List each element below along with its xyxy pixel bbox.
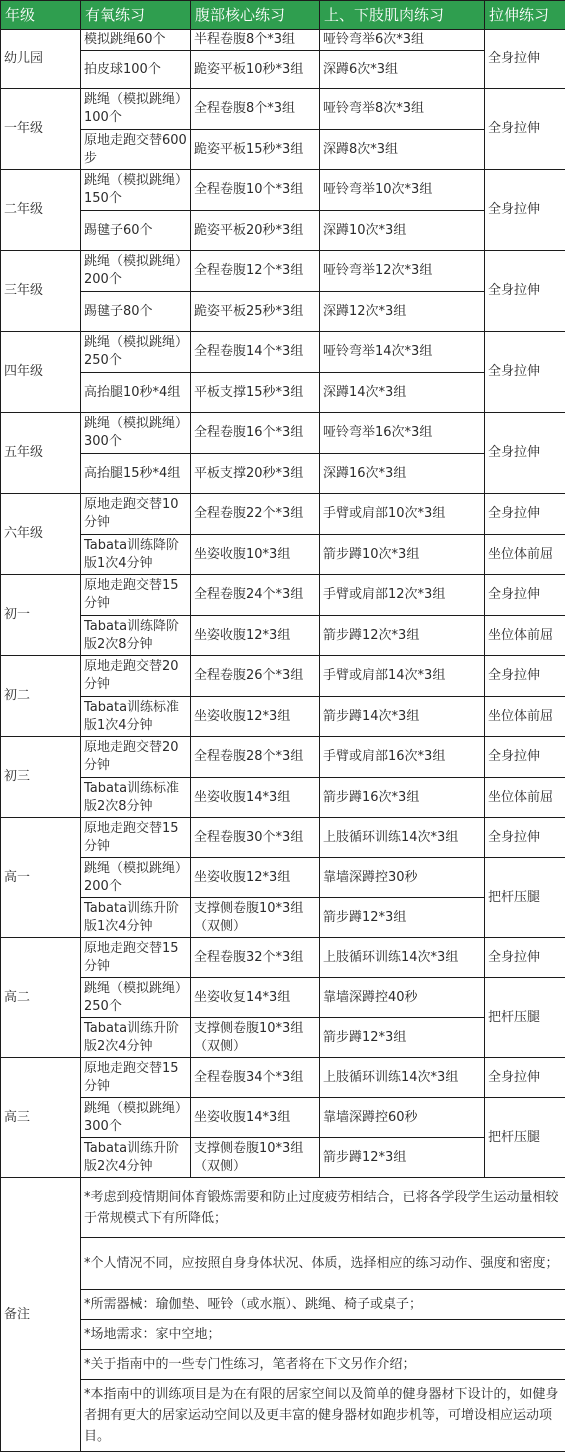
core-cell: 平板支撑15秒*3组	[191, 373, 320, 413]
aerobic-cell: 原地走跑交替600步	[81, 130, 191, 170]
stretch-cell: 把杆压腿	[485, 858, 565, 938]
limb-cell: 深蹲6次*3组	[320, 51, 485, 89]
table-row	[1, 251, 565, 292]
note-text: *场地需求：家中空地；	[81, 1320, 565, 1350]
aerobic-cell: 高抬腿10秒*4组	[81, 373, 191, 413]
limb-cell: 哑铃弯举14次*3组	[320, 332, 485, 373]
core-cell: 平板支撑20秒*3组	[191, 454, 320, 494]
note-row	[1, 1380, 565, 1452]
table-row	[1, 292, 565, 332]
note-text: *所需器械：瑜伽垫、哑铃（或水瓶）、跳绳、椅子或桌子；	[81, 1290, 565, 1320]
table-row	[1, 30, 565, 51]
table-row	[1, 858, 565, 898]
note-row	[1, 1290, 565, 1320]
table-row	[1, 494, 565, 535]
core-cell: 坐姿收复14*3组	[191, 978, 320, 1018]
aerobic-cell: 模拟跳绳60个	[81, 30, 191, 51]
stretch-cell: 全身拉伸	[485, 30, 565, 89]
core-cell: 坐姿收腹14*3组	[191, 778, 320, 818]
core-cell: 全程卷腹26个*3组	[191, 656, 320, 697]
core-cell: 全程卷腹16个*3组	[191, 413, 320, 454]
aerobic-cell: 原地走跑交替20分钟	[81, 656, 191, 697]
aerobic-cell: 跳绳（模拟跳绳）300个	[81, 413, 191, 454]
limb-cell: 上肢循环训练14次*3组	[320, 1058, 485, 1098]
table-row	[1, 616, 565, 656]
grade-cell: 初三	[1, 737, 81, 818]
limb-cell: 深蹲16次*3组	[320, 454, 485, 494]
table-row	[1, 1098, 565, 1138]
limb-cell: 手臂或肩部14次*3组	[320, 656, 485, 697]
stretch-cell: 全身拉伸	[485, 413, 565, 494]
stretch-cell: 全身拉伸	[485, 251, 565, 332]
aerobic-cell: Tabata训练降阶版2次8分钟	[81, 616, 191, 656]
grade-cell: 六年级	[1, 494, 81, 575]
aerobic-cell: 原地走跑交替20分钟	[81, 737, 191, 778]
grade-cell: 二年级	[1, 170, 81, 251]
core-cell: 半程卷腹8个*3组	[191, 30, 320, 51]
note-row	[1, 1320, 565, 1350]
limb-cell: 深蹲12次*3组	[320, 292, 485, 332]
stretch-cell: 坐位体前屈	[485, 697, 565, 737]
stretch-cell: 坐位体前屈	[485, 616, 565, 656]
notes-label: 备注	[1, 1178, 81, 1452]
limb-cell: 手臂或肩部12次*3组	[320, 575, 485, 616]
aerobic-cell: 跳绳（模拟跳绳）150个	[81, 170, 191, 211]
stretch-cell: 全身拉伸	[485, 575, 565, 616]
core-cell: 全程卷腹14个*3组	[191, 332, 320, 373]
note-row	[1, 1178, 565, 1238]
core-cell: 支撑侧卷腹10*3组（双侧）	[191, 1018, 320, 1058]
table-row	[1, 778, 565, 818]
table-row	[1, 170, 565, 211]
stretch-cell: 全身拉伸	[485, 1058, 565, 1098]
core-cell: 支撑侧卷腹10*3组（双侧）	[191, 1138, 320, 1178]
header-stretch: 拉伸练习	[485, 1, 565, 30]
aerobic-cell: Tabata训练标准版2次8分钟	[81, 778, 191, 818]
grade-cell: 高一	[1, 818, 81, 938]
aerobic-cell: 踢毽子60个	[81, 211, 191, 251]
grade-cell: 幼儿园	[1, 30, 81, 89]
core-cell: 坐姿收腹14*3组	[191, 1098, 320, 1138]
aerobic-cell: Tabata训练升阶版2次4分钟	[81, 1018, 191, 1058]
limb-cell: 哑铃弯举6次*3组	[320, 30, 485, 51]
grade-cell: 三年级	[1, 251, 81, 332]
header-limb: 上、下肢肌肉练习	[320, 1, 485, 30]
core-cell: 坐姿收腹12*3组	[191, 697, 320, 737]
table-row	[1, 978, 565, 1018]
stretch-cell: 全身拉伸	[485, 818, 565, 858]
table-row	[1, 1058, 565, 1098]
aerobic-cell: 踢毽子80个	[81, 292, 191, 332]
limb-cell: 箭步蹲16次*3组	[320, 778, 485, 818]
limb-cell: 靠墙深蹲控30秒	[320, 858, 485, 898]
aerobic-cell: 跳绳（模拟跳绳）100个	[81, 89, 191, 130]
table-row	[1, 89, 565, 130]
header-aerobic: 有氧练习	[81, 1, 191, 30]
core-cell: 全程卷腹34个*3组	[191, 1058, 320, 1098]
note-text: *个人情况不同，应按照自身身体状况、体质，选择相应的练习动作、强度和密度；	[81, 1238, 565, 1290]
table-row	[1, 697, 565, 737]
aerobic-cell: Tabata训练升阶版1次4分钟	[81, 898, 191, 938]
table-row	[1, 130, 565, 170]
core-cell: 全程卷腹8个*3组	[191, 89, 320, 130]
limb-cell: 哑铃弯举8次*3组	[320, 89, 485, 130]
limb-cell: 箭步蹲10次*3组	[320, 535, 485, 575]
table-row	[1, 211, 565, 251]
table-row	[1, 818, 565, 858]
limb-cell: 箭步蹲12*3组	[320, 1018, 485, 1058]
core-cell: 坐姿收腹10*3组	[191, 535, 320, 575]
stretch-cell: 把杆压腿	[485, 1098, 565, 1178]
limb-cell: 手臂或肩部16次*3组	[320, 737, 485, 778]
stretch-cell: 全身拉伸	[485, 938, 565, 978]
aerobic-cell: 原地走跑交替15分钟	[81, 575, 191, 616]
stretch-cell: 坐位体前屈	[485, 778, 565, 818]
note-row	[1, 1350, 565, 1380]
aerobic-cell: 跳绳（模拟跳绳）250个	[81, 978, 191, 1018]
header-core: 腹部核心练习	[191, 1, 320, 30]
limb-cell: 靠墙深蹲控40秒	[320, 978, 485, 1018]
core-cell: 跪姿平板20秒*3组	[191, 211, 320, 251]
table-row	[1, 575, 565, 616]
stretch-cell: 坐位体前屈	[485, 535, 565, 575]
core-cell: 跪姿平板10秒*3组	[191, 51, 320, 89]
note-text: *关于指南中的一些专门性练习，笔者将在下文另作介绍；	[81, 1350, 565, 1380]
aerobic-cell: 跳绳（模拟跳绳）250个	[81, 332, 191, 373]
table-row	[1, 938, 565, 978]
grade-cell: 四年级	[1, 332, 81, 413]
table-row	[1, 656, 565, 697]
core-cell: 跪姿平板15秒*3组	[191, 130, 320, 170]
table-row	[1, 454, 565, 494]
table-row	[1, 898, 565, 938]
stretch-cell: 全身拉伸	[485, 656, 565, 697]
limb-cell: 哑铃弯举16次*3组	[320, 413, 485, 454]
aerobic-cell: 高抬腿15秒*4组	[81, 454, 191, 494]
grade-cell: 初一	[1, 575, 81, 656]
core-cell: 支撑侧卷腹10*3组（双侧）	[191, 898, 320, 938]
aerobic-cell: Tabata训练降阶版1次4分钟	[81, 535, 191, 575]
limb-cell: 哑铃弯举10次*3组	[320, 170, 485, 211]
aerobic-cell: 跳绳（模拟跳绳）300个	[81, 1098, 191, 1138]
core-cell: 全程卷腹28个*3组	[191, 737, 320, 778]
core-cell: 全程卷腹22个*3组	[191, 494, 320, 535]
limb-cell: 箭步蹲14次*3组	[320, 697, 485, 737]
stretch-cell: 全身拉伸	[485, 170, 565, 251]
aerobic-cell: 跳绳（模拟跳绳）200个	[81, 858, 191, 898]
core-cell: 全程卷腹32个*3组	[191, 938, 320, 978]
limb-cell: 上肢循环训练14次*3组	[320, 818, 485, 858]
note-row	[1, 1238, 565, 1290]
grade-cell: 高二	[1, 938, 81, 1058]
table-row	[1, 737, 565, 778]
core-cell: 全程卷腹10个*3组	[191, 170, 320, 211]
aerobic-cell: 原地走跑交替15分钟	[81, 1058, 191, 1098]
limb-cell: 箭步蹲12*3组	[320, 1138, 485, 1178]
limb-cell: 手臂或肩部10次*3组	[320, 494, 485, 535]
table-row	[1, 1138, 565, 1178]
limb-cell: 深蹲8次*3组	[320, 130, 485, 170]
aerobic-cell: Tabata训练升阶版2次4分钟	[81, 1138, 191, 1178]
aerobic-cell: 原地走跑交替10分钟	[81, 494, 191, 535]
table-row	[1, 535, 565, 575]
core-cell: 全程卷腹30个*3组	[191, 818, 320, 858]
core-cell: 坐姿收腹12*3组	[191, 858, 320, 898]
core-cell: 跪姿平板25秒*3组	[191, 292, 320, 332]
table-row	[1, 51, 565, 89]
table-row	[1, 413, 565, 454]
aerobic-cell: 拍皮球100个	[81, 51, 191, 89]
aerobic-cell: 跳绳（模拟跳绳）200个	[81, 251, 191, 292]
note-text: *本指南中的训练项目是为在有限的居家空间以及简单的健身器材下设计的，如健身者拥有更大的居家运动空间以及更丰富的健身器材如跑步机等，可增设相应运动项目。	[81, 1380, 565, 1452]
table-row	[1, 332, 565, 373]
stretch-cell: 全身拉伸	[485, 332, 565, 413]
limb-cell: 箭步蹲12次*3组	[320, 616, 485, 656]
core-cell: 全程卷腹24个*3组	[191, 575, 320, 616]
stretch-cell: 全身拉伸	[485, 737, 565, 778]
aerobic-cell: 原地走跑交替15分钟	[81, 938, 191, 978]
header-grade: 年级	[1, 1, 81, 30]
limb-cell: 深蹲10次*3组	[320, 211, 485, 251]
header-row	[1, 1, 565, 30]
core-cell: 坐姿收腹12*3组	[191, 616, 320, 656]
aerobic-cell: Tabata训练标准版1次4分钟	[81, 697, 191, 737]
note-text: *考虑到疫情期间体育锻炼需要和防止过度疲劳相结合，已将各学段学生运动量相较于常规模式下有所降低；	[81, 1178, 565, 1238]
grade-cell: 高三	[1, 1058, 81, 1178]
core-cell: 全程卷腹12个*3组	[191, 251, 320, 292]
grade-cell: 一年级	[1, 89, 81, 170]
stretch-cell: 把杆压腿	[485, 978, 565, 1058]
aerobic-cell: 原地走跑交替15分钟	[81, 818, 191, 858]
grade-cell: 五年级	[1, 413, 81, 494]
limb-cell: 深蹲14次*3组	[320, 373, 485, 413]
stretch-cell: 全身拉伸	[485, 89, 565, 170]
limb-cell: 靠墙深蹲控60秒	[320, 1098, 485, 1138]
grade-cell: 初二	[1, 656, 81, 737]
limb-cell: 上肢循环训练14次*3组	[320, 938, 485, 978]
stretch-cell: 全身拉伸	[485, 494, 565, 535]
limb-cell: 哑铃弯举12次*3组	[320, 251, 485, 292]
table-row	[1, 373, 565, 413]
table-row	[1, 1018, 565, 1058]
limb-cell: 箭步蹲12*3组	[320, 898, 485, 938]
